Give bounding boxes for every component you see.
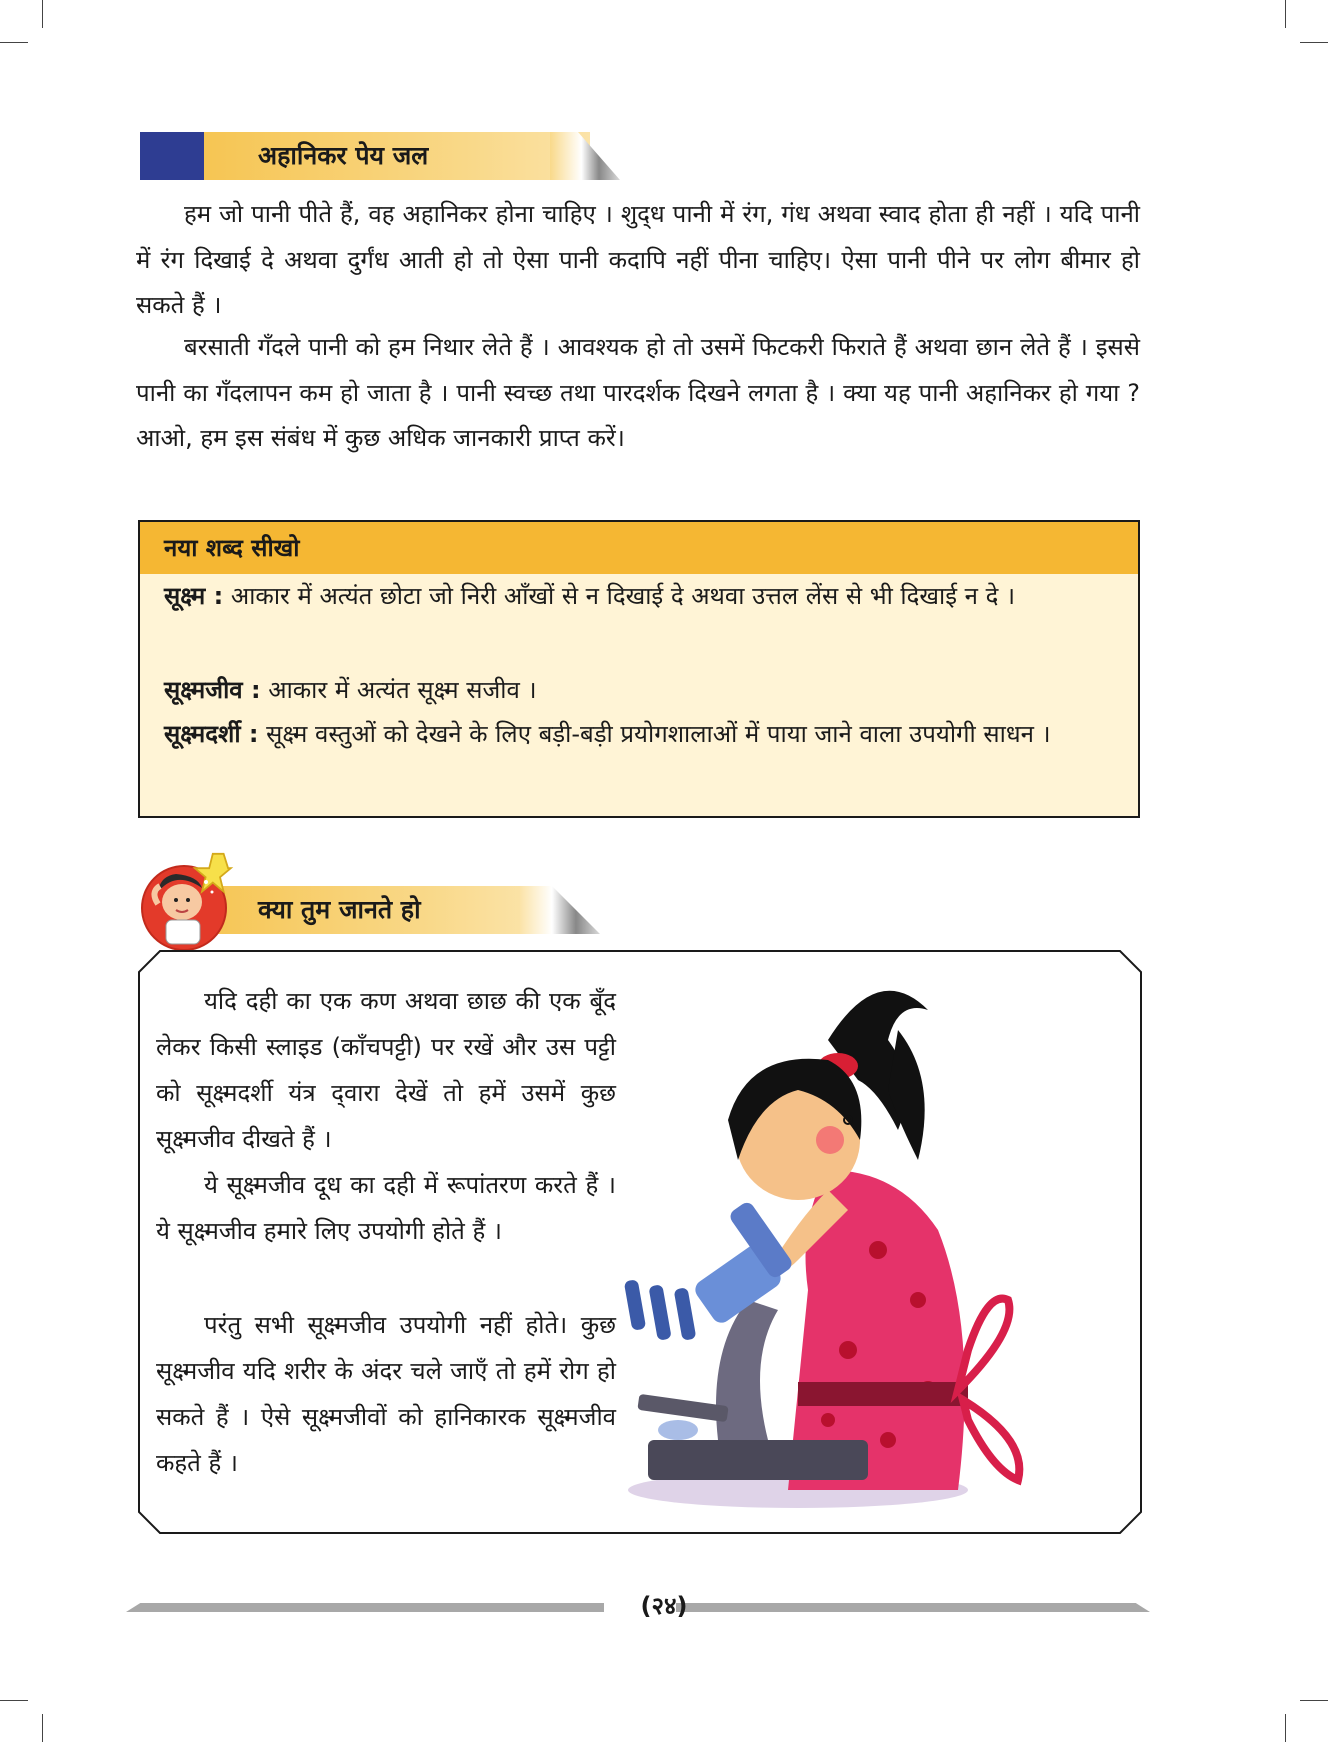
paragraph-text: ये सूक्ष्मजीव दूध का दही में रूपांतरण करते हैं । ये सूक्ष्मजीव हमारे लिए उपयोगी होते हैं । bbox=[156, 1171, 616, 1245]
did-you-know-box bbox=[138, 950, 1142, 1534]
crop-mark bbox=[1285, 1714, 1286, 1742]
vocabulary-title: नया शब्द सीखो bbox=[164, 534, 300, 562]
vocabulary-item bbox=[164, 712, 1112, 757]
crop-mark bbox=[0, 42, 28, 43]
heading-ribbon-tail bbox=[520, 886, 600, 934]
vocabulary-item bbox=[164, 574, 1112, 619]
did-you-know-heading-bar bbox=[200, 886, 600, 934]
vocabulary-term: सूक्ष्मजीव : bbox=[164, 676, 261, 704]
heading-blue-block bbox=[140, 132, 204, 180]
did-you-know-heading: क्या तुम जानते हो bbox=[258, 895, 421, 924]
paragraph-text: हम जो पानी पीते हैं, वह अहानिकर होना चाहिए । शुद्‌ध पानी में रंग, गंध अथवा स्वाद होता ही नहीं । यदि पानी में रंग दिखाई दे अथवा दुर्गंध आती हो तो ऐसा पानी कदापि नहीं पीना चाहिए। ऐसा पानी पीने पर लोग बीमार हो सकते हैं । bbox=[136, 200, 1140, 319]
section-heading: अहानिकर पेय जल bbox=[258, 141, 429, 170]
paragraph bbox=[136, 325, 1140, 462]
heading-ribbon-tail bbox=[550, 132, 620, 180]
crop-mark bbox=[1300, 42, 1328, 43]
paragraph-text: परंतु सभी सूक्ष्मजीव उपयोगी नहीं होते। कुछ सूक्ष्मजीव यदि शरीर के अंदर चले जाएँ तो हमें रोग हो सकते हैं । ऐसे सूक्ष्मजीवों को हानिकारक सूक्ष्मजीव कहते हैं । bbox=[156, 1311, 616, 1477]
vocabulary-definition: सूक्ष्म वस्तुओं को देखने के लिए बड़ी-बड़ी प्रयोगशालाओं में पाया जाने वाला उपयोगी साधन । bbox=[266, 720, 1051, 748]
crop-mark bbox=[1285, 0, 1286, 28]
girl-microscope-illustration bbox=[598, 970, 1138, 1530]
paragraph-text: बरसाती गँदले पानी को हम निथार लेते हैं । आवश्यक हो तो उसमें फिटकरी फिराते हैं अथवा छान लेते हैं । इससे पानी का गँदलापन कम हो जाता है । पानी स्वच्छ तथा पारदर्शक दिखने लगता है । क्या यह पानी अहानिकर हो गया ? आओ, हम इस संबंध में कुछ अधिक जानकारी प्राप्त करें। bbox=[136, 333, 1140, 452]
did-you-know-paragraph bbox=[156, 1302, 616, 1486]
vocabulary-title-bar bbox=[140, 522, 1138, 574]
did-you-know-paragraph bbox=[156, 978, 616, 1162]
vocabulary-term: सूक्ष्म : bbox=[164, 582, 224, 610]
paragraph-text: यदि दही का एक कण अथवा छाछ की एक बूँद लेकर किसी स्लाइड (काँचपट्टी) पर रखें और उस पट्टी को सूक्ष्मदर्शी यंत्र द्‌वारा देखें तो हमें उसमें कुछ सूक्ष्मजीव दीखते हैं । bbox=[156, 987, 616, 1153]
paragraph bbox=[136, 192, 1140, 329]
page-number: (२४) bbox=[640, 1592, 688, 1620]
crop-mark bbox=[42, 1714, 43, 1742]
vocabulary-term: सूक्ष्मदर्शी : bbox=[164, 720, 259, 748]
crop-mark bbox=[1300, 1700, 1328, 1701]
crop-mark bbox=[0, 1700, 28, 1701]
vocabulary-box bbox=[138, 520, 1140, 818]
vocabulary-definition: आकार में अत्यंत सूक्ष्म सजीव । bbox=[268, 676, 537, 704]
thinking-boy-icon bbox=[136, 852, 248, 952]
crop-mark bbox=[42, 0, 43, 28]
vocabulary-item bbox=[164, 668, 1112, 713]
vocabulary-definition: आकार में अत्यंत छोटा जो निरी आँखों से न दिखाई दे अथवा उत्तल लेंस से भी दिखाई न दे । bbox=[230, 582, 1016, 610]
section-heading-bar bbox=[140, 132, 620, 180]
did-you-know-paragraph bbox=[156, 1162, 616, 1254]
